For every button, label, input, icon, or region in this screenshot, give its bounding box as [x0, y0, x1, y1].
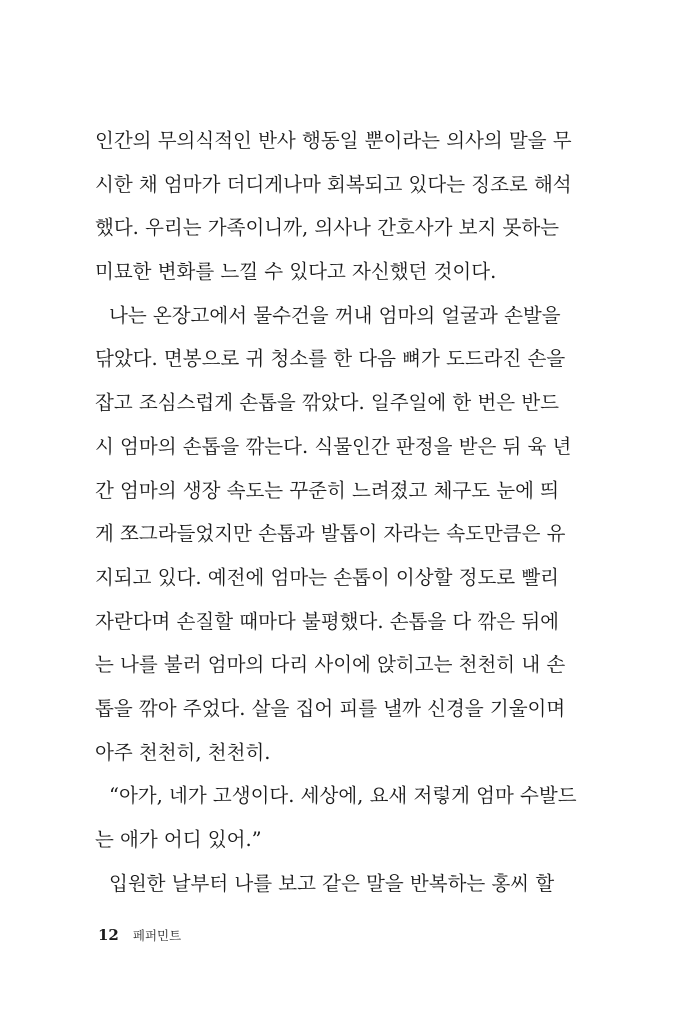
- text-line: 닦았다. 면봉으로 귀 청소를 한 다음 뼈가 도드라진 손을: [95, 347, 566, 371]
- text-line: 했다. 우리는 가족이니까, 의사나 간호사가 보지 못하는: [95, 216, 560, 240]
- text-line: 는 나를 불러 엄마의 다리 사이에 앉히고는 천천히 내 손: [95, 653, 566, 677]
- text-line: 미묘한 변화를 느낄 수 있다고 자신했던 것이다.: [95, 260, 497, 284]
- paragraph: [95, 862, 553, 906]
- text-line: 게 쪼그라들었지만 손톱과 발톱이 자라는 속도만큼은 유: [95, 522, 566, 546]
- text-line: 아주 천천히, 천천히.: [95, 740, 271, 764]
- text-line: 인간의 무의식적인 반사 행동일 뿐이라는 의사의 말을 무: [95, 129, 572, 152]
- text-line: 시한 채 엄마가 더디게나마 회복되고 있다는 징조로 해석: [95, 172, 572, 196]
- paragraph: [95, 119, 572, 294]
- text-line: 시 엄마의 손톱을 깎는다. 식물인간 판정을 받은 뒤 육 년: [95, 434, 572, 458]
- text-line: 는 애가 어디 있어.”: [95, 828, 262, 851]
- dialogue-paragraph: [95, 774, 577, 861]
- paragraph: [95, 294, 572, 775]
- text-line: 입원한 날부터 나를 보고 같은 말을 반복하는 홍씨 할: [109, 871, 555, 895]
- text-line: “아가, 네가 고생이다. 세상에, 요새 저렇게 엄마 수발드: [109, 784, 577, 808]
- text-line: 톱을 깎아 주었다. 살을 집어 피를 낼까 신경을 기울이며: [95, 696, 566, 720]
- text-line: 자란다며 손질할 때마다 불평했다. 손톱을 다 깎은 뒤에: [95, 609, 560, 633]
- text-line: 지되고 있다. 예전에 엄마는 손톱이 이상할 정도로 빨리: [95, 565, 560, 589]
- book-title: 페퍼민트: [132, 928, 182, 943]
- page-number: 12: [98, 926, 119, 944]
- text-line: 간 엄마의 생장 속도는 꾸준히 느려졌고 체구도 눈에 띄: [95, 478, 560, 502]
- page-body: [95, 119, 577, 905]
- page-footer: [98, 924, 181, 946]
- text-line: 잡고 조심스럽게 손톱을 깎았다. 일주일에 한 번은 반드: [95, 391, 560, 415]
- text-line: 나는 온장고에서 물수건을 꺼내 엄마의 얼굴과 손발을: [109, 303, 561, 327]
